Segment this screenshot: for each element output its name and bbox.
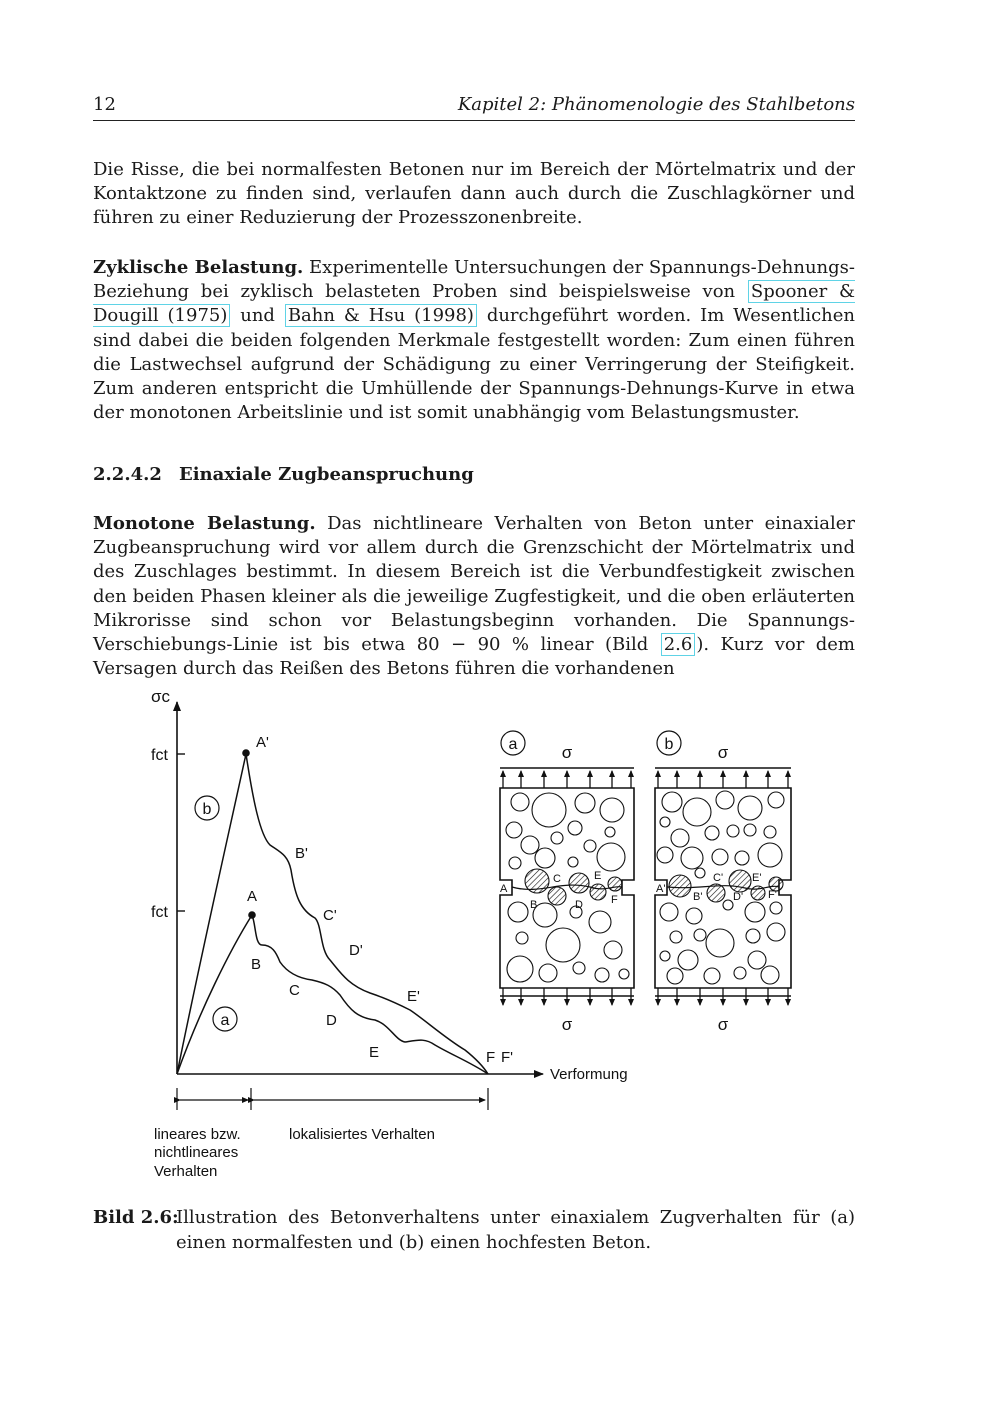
curve-a-label: a	[220, 1012, 230, 1029]
paragraph-heading: Zyklische Belastung.	[93, 257, 304, 278]
peak-a-prime-marker	[242, 749, 250, 757]
cracked-aggregates	[525, 869, 622, 905]
paragraph-text: Experimentelle Untersuchungen der Spannungs-Dehnungs-Beziehung bei zyklisch belasteten Proben sind beispielsweise von	[93, 257, 855, 303]
specimen-point-label: C	[553, 873, 561, 885]
section-heading	[93, 464, 474, 485]
paragraph-text: durchgeführt worden. Im Wesentlichen sind dabei die beiden folgenden Merkmale festgestellt worden: Zum einen führen die Lastwechsel aufgrund der Schädigung zu einer Verringerung der Steifigkeit. Zum anderen entspricht die Umhüllende der Spannungs-Dehnungs-Kurve in etwa der monotonen Arbeitslinie und ist somit unabhängig vom Belastungsmuster.	[93, 305, 856, 424]
region-left-label: lineares bzw.	[154, 1126, 241, 1143]
sigma-top-a: σ	[561, 743, 573, 762]
curve-a	[177, 915, 488, 1074]
citation-link[interactable]: Bahn & Hsu (1998)	[285, 304, 477, 327]
point-label: D'	[349, 942, 363, 959]
paragraph-heading: Monotone Belastung.	[93, 513, 316, 534]
caption-label: Bild 2.6:	[93, 1207, 179, 1228]
point-label: E	[369, 1044, 380, 1061]
page-number: 12	[93, 94, 116, 115]
specimen-b	[655, 731, 791, 1034]
paragraph-monotone-loading	[93, 512, 855, 681]
region-left-label: nichtlineares	[154, 1144, 239, 1161]
specimen-point-label: C'	[713, 872, 724, 884]
section-title: Einaxiale Zugbeanspruchung	[179, 464, 474, 485]
point-label: E'	[407, 988, 420, 1005]
specimen-point-label: F'	[768, 889, 777, 901]
sigma-top-b: σ	[717, 743, 729, 762]
point-label: B	[251, 956, 262, 973]
x-axis-label: Verformung	[550, 1066, 628, 1083]
section-number: 2.2.4.2	[93, 464, 162, 485]
specimen-point-label: B	[530, 899, 538, 911]
paragraph-cyclic-loading	[93, 256, 855, 425]
paragraph-text: ). Kurz vor dem Versagen durch das Reißen des Betons führen die vorhandenen	[93, 634, 856, 680]
y-tick-label-fct-low: fct	[151, 904, 168, 921]
peak-a-marker	[248, 911, 256, 919]
point-label: C	[289, 982, 300, 999]
curve-b-label: b	[202, 801, 212, 818]
specimen-point-label: E	[594, 870, 602, 882]
paragraph-text: Das nichtlineare Verhalten von Beton unter einaxialer Zugbeanspruchung wird vor allem durch die Grenzschicht der Mörtelmatrix und des Zuschlages bestimmt. In diesem Bereich ist die Verbundfestigkeit zwischen den beiden Phasen kleiner als die jeweilige Zugfestigkeit, und die oben erläuterten Mikrorisse sind schon vor Belastungsbeginn vorhanden. Die Spannungs-Verschiebungs-Linie ist bis etwa 80 − 90 % linear (Bild	[93, 513, 855, 656]
page-header	[93, 92, 855, 121]
specimen-point-label: B'	[693, 891, 703, 903]
point-label: F	[486, 1049, 496, 1066]
region-left-label: Verhalten	[154, 1163, 218, 1180]
paragraph-text: und	[231, 305, 284, 327]
specimen-point-label: D'	[733, 891, 744, 903]
specimen-point-label: D	[575, 899, 583, 911]
load-arrows-top-a	[503, 771, 631, 788]
specimen-point-label: F	[611, 894, 618, 906]
specimen-b-label: b	[664, 736, 674, 753]
y-tick-label-fct-high: fct	[151, 747, 168, 764]
specimen-a	[500, 731, 634, 1034]
point-label: F'	[501, 1049, 514, 1066]
paragraph-cracks: Die Risse, die bei normalfesten Betonen nur im Bereich der Mörtelmatrix und der Kontaktzone zu finden sind, verlaufen dann auch durch die Zuschlagkörner und führen zu einer Reduzierung der Prozesszonenbreite.	[93, 159, 855, 229]
point-label: D	[326, 1012, 337, 1029]
specimen-point-label: E'	[752, 872, 762, 884]
y-axis-label: σc	[151, 687, 170, 706]
specimen-point-label: A	[500, 883, 508, 895]
citation-link[interactable]: Spooner & Dougill (1975)	[93, 281, 855, 327]
figure-link[interactable]: 2.6	[661, 633, 696, 656]
point-label: C'	[323, 907, 337, 924]
figure-2-6	[0, 680, 1000, 1200]
region-right-label: lokalisiertes Verhalten	[289, 1126, 435, 1143]
point-label: A	[247, 888, 258, 905]
sigma-bottom-b: σ	[717, 1015, 729, 1034]
caption-text: Illustration des Betonverhaltens unter einaxialem Zugverhalten für (a) einen normalfesten und (b) einen hochfesten Beton.	[176, 1207, 855, 1253]
point-label: A'	[256, 734, 269, 751]
specimen-a-label: a	[508, 736, 518, 753]
specimen-point-label: A'	[656, 883, 666, 895]
running-title: Kapitel 2: Phänomenologie des Stahlbetons	[457, 94, 855, 115]
sigma-bottom-a: σ	[561, 1015, 573, 1034]
point-label: B'	[295, 845, 308, 862]
